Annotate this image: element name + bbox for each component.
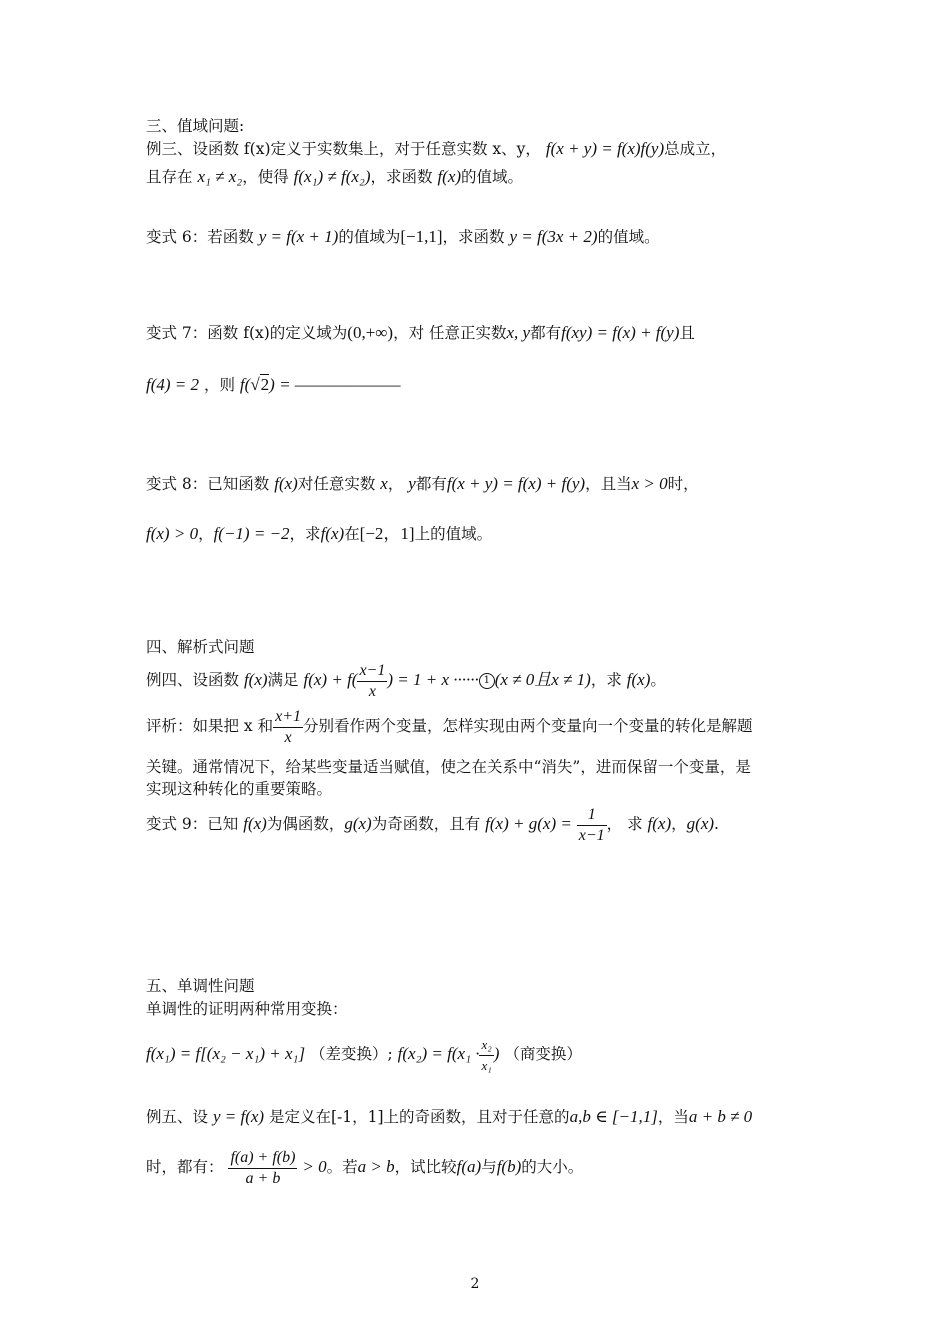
variant-9-text-c: 为奇函数，且有 xyxy=(371,815,481,833)
variant-6-text-a: 变式 6：若函数 xyxy=(146,228,254,246)
variant-7-line-1 xyxy=(146,322,816,344)
comment-text-a: 评析：如果把 x 和 xyxy=(146,717,274,735)
comment-denominator: x xyxy=(284,728,292,746)
variant-8-text-l2f: 在 xyxy=(344,525,360,543)
variant-7-text-c: 都有 xyxy=(530,324,562,342)
example-5-line-1 xyxy=(146,1106,816,1128)
example-5-text-l2e: 的大小。 xyxy=(521,1158,584,1176)
variant-9-text-f: ， xyxy=(671,815,687,833)
comment-line-1 xyxy=(146,704,816,748)
variant-7-line-2 xyxy=(146,374,816,396)
example-5-numerator: f(a) + f(b) xyxy=(228,1148,297,1169)
quotient-denominator: x₁ xyxy=(481,1057,492,1073)
example-4 xyxy=(146,658,816,702)
example-4-text-e: 。 xyxy=(650,671,666,689)
variant-9-numerator: 1 xyxy=(577,805,607,826)
example-4-text-c: ，求 xyxy=(590,671,622,689)
variant-8-equation: f(x + y) = f(x) + f(y) xyxy=(446,474,586,493)
variant-7-text-b: ，对 任意正实数 xyxy=(393,324,507,342)
comment-line-3: 实现这种转化的重要策略。 xyxy=(146,780,333,798)
example-5-function: y = f(x) xyxy=(212,1107,265,1126)
transform-line xyxy=(146,1032,816,1076)
section-3-heading: 三、值域问题: xyxy=(146,117,245,135)
example-5-domain: a,b ∈ [−1,1] xyxy=(569,1107,658,1126)
quotient-transform-label: （商变换） xyxy=(504,1045,582,1063)
comment-line-2: 关键。通常情况下，给某些变量适当赋值，使之在关系中“消失”，进而保留一个变量，是 xyxy=(146,758,751,776)
variant-7-ask-suffix: ) = ——————— xyxy=(269,375,401,394)
example-4-fraction xyxy=(357,661,387,702)
example-5-denominator: a + b xyxy=(245,1169,281,1187)
section-4-heading: 四、解析式问题 xyxy=(146,638,255,656)
variant-9-denominator: x−1 xyxy=(578,826,605,844)
example-5-text-c: ，当 xyxy=(657,1108,689,1126)
example-5-inequality: > 0 xyxy=(302,1157,327,1176)
variant-7-radicand: 2 xyxy=(260,375,270,394)
circled-one-icon: 1 xyxy=(479,673,495,689)
page-number: 2 xyxy=(470,1276,480,1292)
variant-8-y: y xyxy=(408,474,416,493)
variant-7-text-d: 且 xyxy=(679,324,695,342)
variant-8-value: f(−1) = −2 xyxy=(213,524,290,543)
example-5-text-a: 例五、设 xyxy=(146,1108,209,1126)
example-5-fraction xyxy=(228,1148,297,1189)
variant-8-positive: f(x) > 0 xyxy=(146,524,199,543)
variant-7-xy: x, y xyxy=(506,323,531,342)
example-5-condition: a + b ≠ 0 xyxy=(688,1107,753,1126)
quotient-transform-prefix: f(x₂) = f(x₁ · xyxy=(397,1044,480,1063)
example-3-text-b: ，使得 xyxy=(242,168,289,186)
quotient-transform-suffix: ) xyxy=(493,1044,500,1063)
variant-6-text-d: 的值域。 xyxy=(597,228,660,246)
variant-9 xyxy=(146,802,816,846)
quotient-fraction xyxy=(479,1035,493,1076)
example-5-text-l2d: 与 xyxy=(481,1158,497,1176)
variant-7-given: f(4) = 2 xyxy=(146,375,200,394)
variant-8-text-l2h: 上的值域。 xyxy=(414,525,493,543)
variant-7-text-e: ，则 xyxy=(203,376,235,394)
variant-6-function-1: y = f(x + 1) xyxy=(258,227,339,246)
variant-8-text-l2d: ，求 xyxy=(289,525,321,543)
variant-8-text-c: ， xyxy=(387,475,404,493)
example-4-condition: (x ≠ 0且x ≠ 1) xyxy=(494,670,591,689)
comment-text-b: 分别看作两个变量，怎样实现由两个变量向一个变量的转化是解题 xyxy=(303,717,753,735)
variant-8-x: x xyxy=(380,474,388,493)
variant-6-text-b: 的值域为 xyxy=(338,228,401,246)
variant-7-text-a: 变式 7：函数 f(x)的定义域为 xyxy=(146,324,348,342)
variant-9-gx: g(x) xyxy=(344,814,372,833)
example-3-fx: f(x) xyxy=(437,167,462,186)
variant-9-fraction xyxy=(577,805,607,846)
example-4-fx-2: f(x) xyxy=(626,670,651,689)
example-5-fa: f(a) xyxy=(456,1157,482,1176)
variant-6-text-c: ，求函数 xyxy=(442,228,505,246)
example-4-text-b: 满足 xyxy=(267,671,299,689)
example-3-condition-2: f(x₁) ≠ f(x₂) xyxy=(293,167,371,186)
variant-7-ask-prefix: f( xyxy=(239,375,251,394)
example-3-formula: f(x + y) = f(x)f(y) xyxy=(545,139,665,158)
variant-8-interval: [−2，1] xyxy=(359,524,415,543)
example-3-line-1 xyxy=(146,138,816,160)
variant-8-text-l2b: ， xyxy=(198,525,214,543)
variant-8-text-f: 时， xyxy=(667,475,699,493)
variant-8-text-e: ，且当 xyxy=(585,475,632,493)
variant-8-fx-2: f(x) xyxy=(320,524,345,543)
comment-fraction xyxy=(273,707,303,748)
variant-8-fx: f(x) xyxy=(274,474,298,493)
variant-9-gx-2: g(x) xyxy=(686,814,715,833)
variant-6 xyxy=(146,226,816,248)
example-4-eq-suffix: ) = 1 + x ······ xyxy=(387,670,479,689)
variant-8-text-a: 变式 8：已知函数 xyxy=(146,475,270,493)
variant-6-function-2: y = f(3x + 2) xyxy=(509,227,598,246)
variant-9-fx: f(x) xyxy=(243,814,267,833)
variant-7-domain: (0,+∞) xyxy=(347,323,394,342)
example-5-line-2 xyxy=(146,1145,816,1189)
example-3-suffix: 总成立， xyxy=(664,140,727,158)
example-3-line-2 xyxy=(146,166,816,188)
example-3-text: 例三、设函数 f(x)定义于实数集上，对于任意实数 x、y， xyxy=(146,140,541,158)
variant-8-line-2 xyxy=(146,523,816,545)
variant-8-condition: x > 0 xyxy=(631,474,668,493)
quotient-numerator: x₂ xyxy=(479,1035,493,1056)
example-3-text-c: ，求函数 xyxy=(370,168,433,186)
section-5-intro: 单调性的证明两种常用变换： xyxy=(146,1000,348,1018)
example-4-eq-prefix: f(x) + f( xyxy=(303,670,358,689)
difference-transform-label: （差变换）; xyxy=(310,1045,393,1063)
variant-8-text-d: 都有 xyxy=(415,475,447,493)
example-4-numerator: x−1 xyxy=(357,661,387,682)
example-5-fb: f(b) xyxy=(496,1157,522,1176)
section-5-heading: 五、单调性问题 xyxy=(146,977,255,995)
variant-8-text-b: 对任意实数 xyxy=(297,475,376,493)
example-4-fx: f(x) xyxy=(243,670,268,689)
example-3-condition: x₁ ≠ x₂ xyxy=(197,167,243,186)
example-5-text-b: 是定义在[-1，1]上的奇函数，且对于任意的 xyxy=(269,1108,570,1126)
example-4-denominator: x xyxy=(368,682,376,700)
variant-6-range: [−1,1] xyxy=(400,227,443,246)
variant-9-text-b: 为偶函数， xyxy=(266,815,345,833)
example-5-a-greater-b: a > b xyxy=(357,1157,395,1176)
example-5-text-l2b: 。若 xyxy=(326,1158,358,1176)
difference-transform: f(x₁) = f[(x₂ − x₁) + x₁] xyxy=(146,1044,306,1063)
example-4-text-a: 例四、设函数 xyxy=(146,671,240,689)
variant-9-text-d: ， 求 xyxy=(606,815,643,833)
example-5-text-l2a: 时，都有： xyxy=(146,1158,224,1176)
comment-numerator: x+1 xyxy=(273,707,303,728)
variant-9-equation: f(x) + g(x) = xyxy=(485,814,572,833)
variant-9-fx-2: f(x) xyxy=(647,814,672,833)
example-3-text-d: 的值域。 xyxy=(461,168,524,186)
variant-8-line-1 xyxy=(146,473,816,495)
variant-7-equation: f(xy) = f(x) + f(y) xyxy=(561,323,680,342)
sqrt-symbol: √ xyxy=(250,375,260,394)
example-5-text-l2c: ，试比较 xyxy=(394,1158,457,1176)
example-3-text-a: 且存在 xyxy=(146,168,193,186)
variant-9-text-h: . xyxy=(714,815,719,833)
variant-9-text-a: 变式 9：已知 xyxy=(146,815,239,833)
